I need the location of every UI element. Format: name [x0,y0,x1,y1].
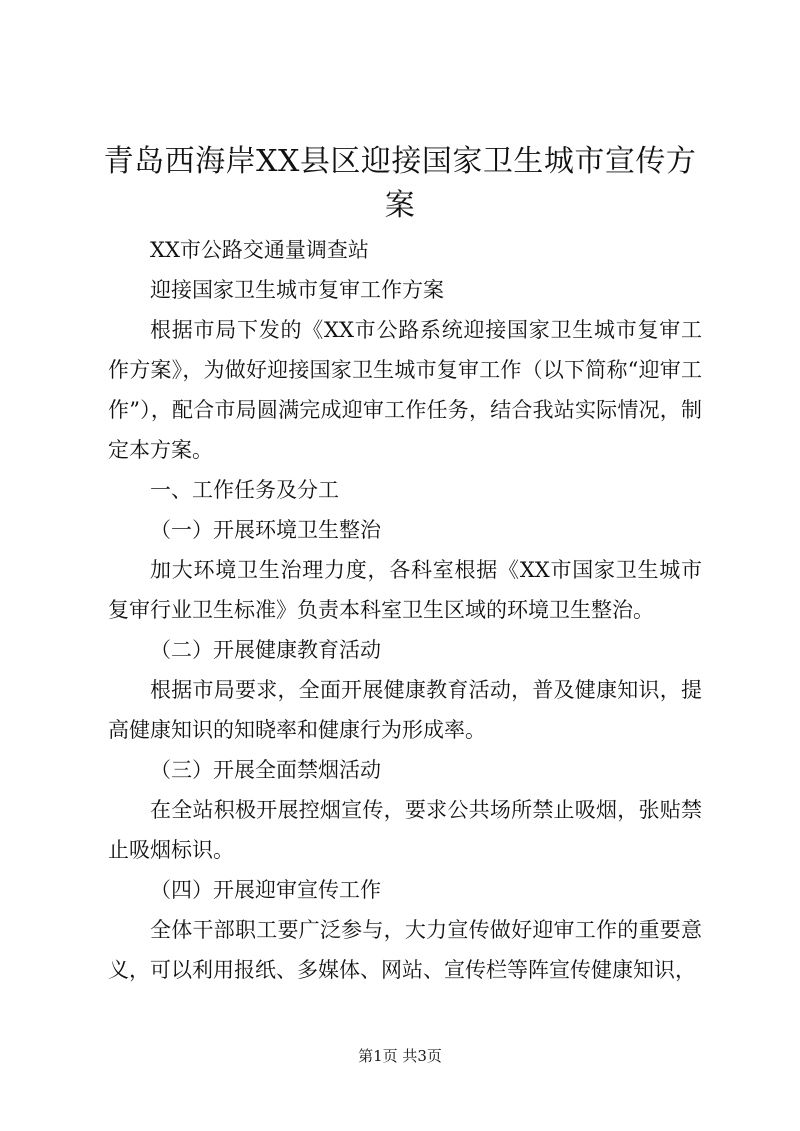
paragraph-smoking-ban: 在全站积极开展控烟宣传，要求公共场所禁止吸烟，张贴禁止吸烟标识。 [108,798,702,862]
paragraph-intro: 根据市局下发的《XX市公路系统迎接国家卫生城市复审工作方案》，为做好迎接国家卫生城市复审工作（以下简称“迎审工作”），配合市局圆满完成迎审工作任务，结合我站实际情况，制定本方案。 [108,318,702,462]
subsection-heading-2: （二）开展健康教育活动 [150,638,381,662]
page-number-footer: 第1页 共3页 [358,1047,442,1065]
paragraph-publicity: 全体干部职工要广泛参与，大力宣传做好迎审工作的重要意义，可以利用报纸、多媒体、网站、宣传栏等阵宣传健康知识， [108,918,702,982]
paragraph-environment: 加大环境卫生治理力度，各科室根据《XX市国家卫生城市复审行业卫生标准》负责本科室卫生区域的环境卫生整治。 [108,558,702,622]
document-body [108,230,702,990]
paragraph-organization: XX市公路交通量调查站 [150,238,369,262]
subsection-heading-4: （四）开展迎审宣传工作 [150,878,381,902]
subsection-heading-1: （一）开展环境卫生整治 [150,518,381,542]
subsection-heading-3: （三）开展全面禁烟活动 [150,758,381,782]
document-title: 青岛西海岸XX县区迎接国家卫生城市宣传方案 [103,144,697,223]
paragraph-health-education: 根据市局要求，全面开展健康教育活动，普及健康知识，提高健康知识的知晓率和健康行为形成率。 [108,678,702,742]
paragraph-subtitle: 迎接国家卫生城市复审工作方案 [150,278,444,302]
section-heading-1: 一、工作任务及分工 [150,478,339,502]
